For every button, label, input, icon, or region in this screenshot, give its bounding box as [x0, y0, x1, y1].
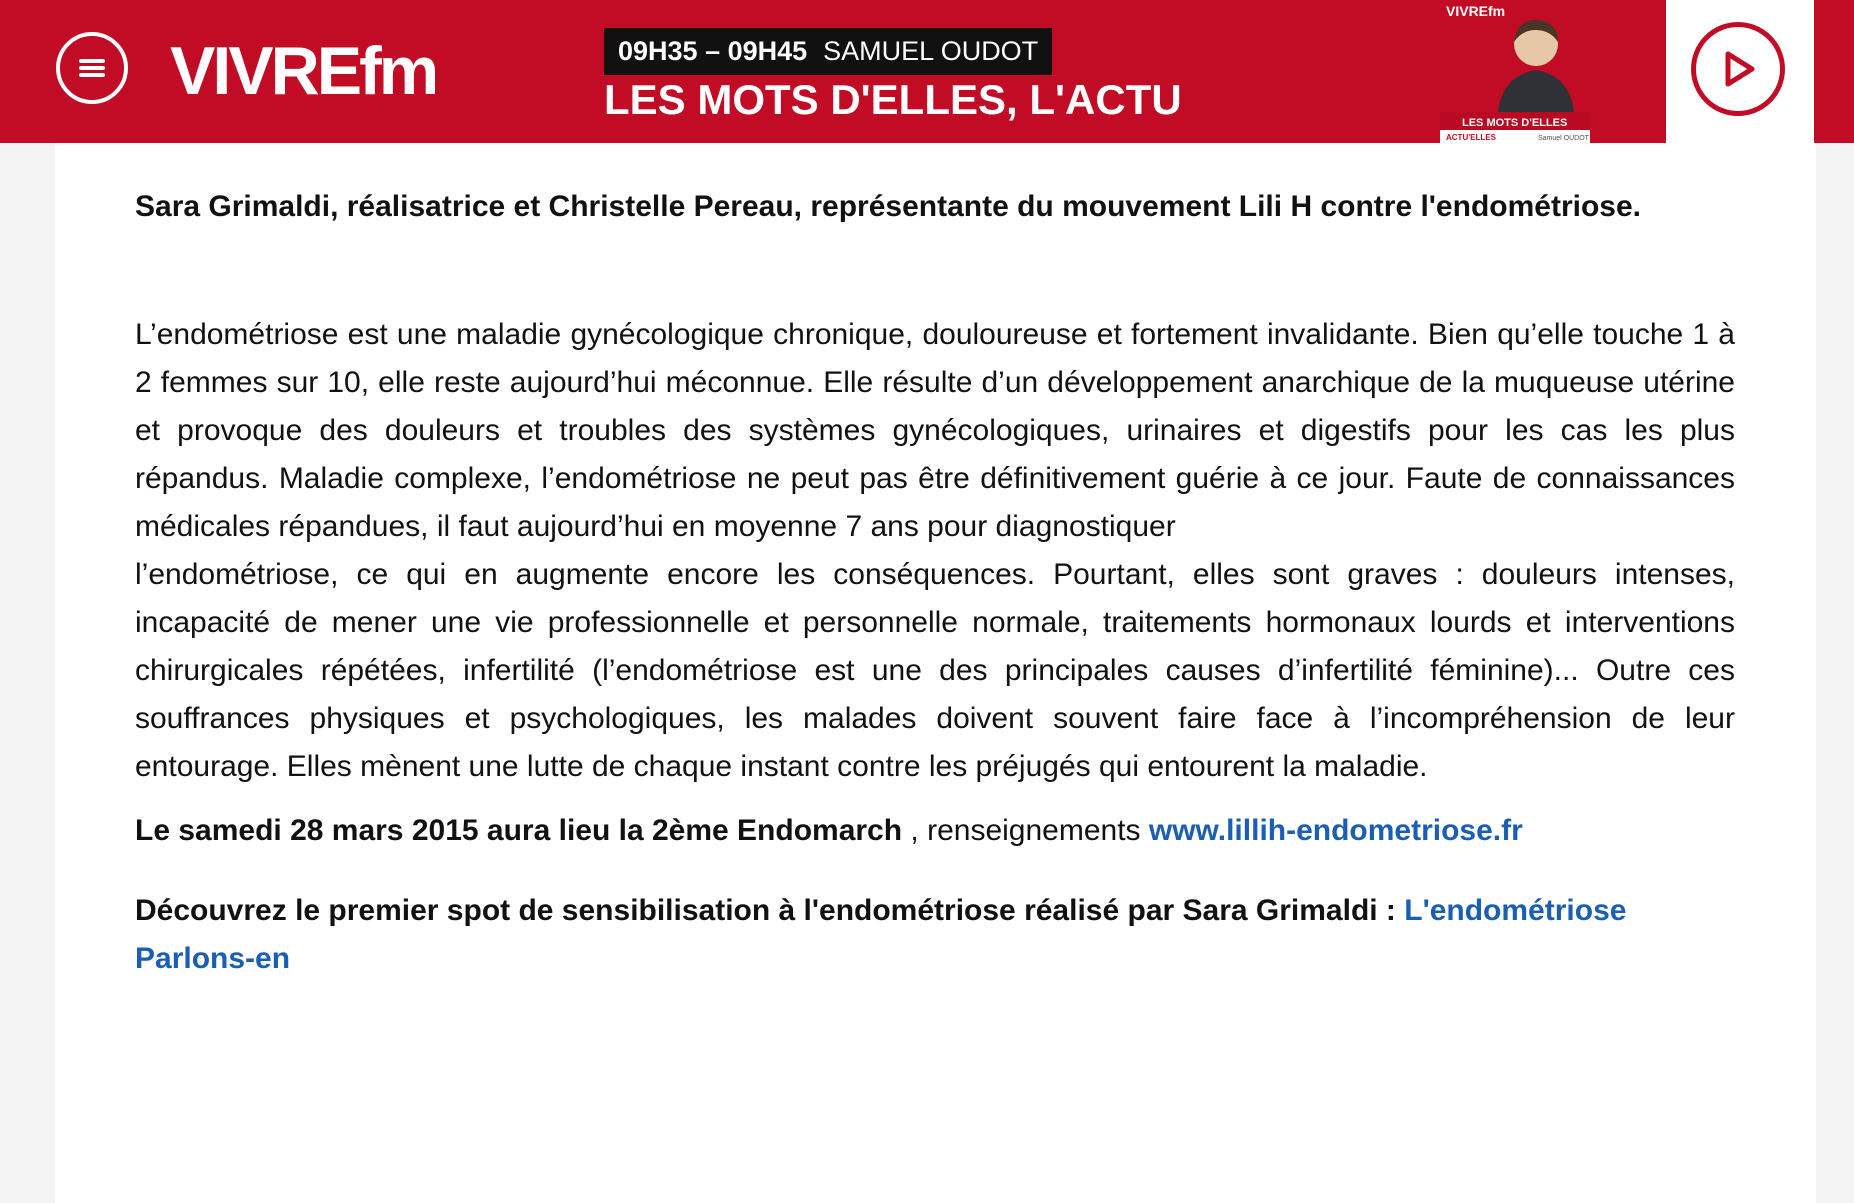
logo-text: VIVREfm: [170, 33, 437, 109]
article-paragraph: [135, 311, 1735, 791]
event-separator: , renseignements: [902, 814, 1149, 847]
player-panel: [1666, 0, 1814, 143]
thumb-logo: VIVREfm: [1446, 3, 1506, 19]
show-title: LES MOTS D'ELLES, L'ACTU: [604, 76, 1182, 123]
article-body: [135, 183, 1735, 983]
header-bar: [0, 0, 1666, 143]
thumb-sub-right: Samuel OUDOT: [1538, 135, 1589, 142]
spot-link[interactable]: L'endométriose Parlons-en: [135, 894, 1627, 975]
event-link[interactable]: www.lillih-endometriose.fr: [1148, 814, 1523, 847]
event-line: [135, 807, 1735, 855]
paragraph-part-1: L’endométriose est une maladie gynécologique chronique, douloureuse et fortement invalidante. Bien qu’elle touche 1 à 2 femmes sur 10, elle reste aujourd’hui méconnue. Elle résulte d’un développement anarchique de la muqueuse utérine et provoque des douleurs et troubles des systèmes gynécologiques, urinaires et digestifs pour les cas les plus répandus. Maladie complexe, l’endométriose ne peut pas être définitivement guérie à ce jour. Faute de connaissances médicales répandues, il faut aujourd’hui en moyenne 7 ans pour diagnostiquer: [135, 318, 1735, 543]
spot-text: Découvrez le premier spot de sensibilisation à l'endométriose réalisé par Sara Grimaldi :: [135, 894, 1405, 927]
article-card: [55, 143, 1816, 1203]
show-host: SAMUEL OUDOT: [823, 36, 1039, 66]
show-schedule: [604, 28, 1052, 75]
article-intro: Sara Grimaldi, réalisatrice et Christelle Pereau, représentante du mouvement Lili H contre l'endométriose.: [135, 190, 1641, 223]
play-icon: [1718, 49, 1758, 89]
vivrefm-logo[interactable]: [168, 14, 478, 126]
hamburger-icon: [75, 51, 109, 85]
show-hours: 09H35 – 09H45: [618, 36, 808, 66]
event-date: Le samedi 28 mars 2015 aura lieu la 2ème Endomarch: [135, 814, 903, 847]
spot-line: [135, 887, 1735, 983]
thumb-sub-left: ACTU'ELLES: [1446, 133, 1496, 142]
menu-button[interactable]: [56, 32, 128, 104]
show-thumbnail: [1440, 0, 1590, 143]
header-edge: [1814, 0, 1854, 143]
paragraph-part-2: l’endométriose, ce qui en augmente encore les conséquences. Pourtant, elles sont graves : douleurs intenses, incapacité de mener une vie professionnelle et personnelle normale, traitements hormonaux lourds et interventions chirurgicales répétées, infertilité (l’endométriose est une des principales causes d’infertilité féminine)... Outre ces souffrances physiques et psychologiques, les malades doivent souvent faire face à l’incompréhension de leur entourage. Elles mènent une lutte de chaque instant contre les préjugés qui entourent la maladie.: [135, 558, 1735, 783]
thumb-caption: LES MOTS D'ELLES: [1462, 117, 1568, 129]
play-button[interactable]: [1691, 22, 1785, 116]
